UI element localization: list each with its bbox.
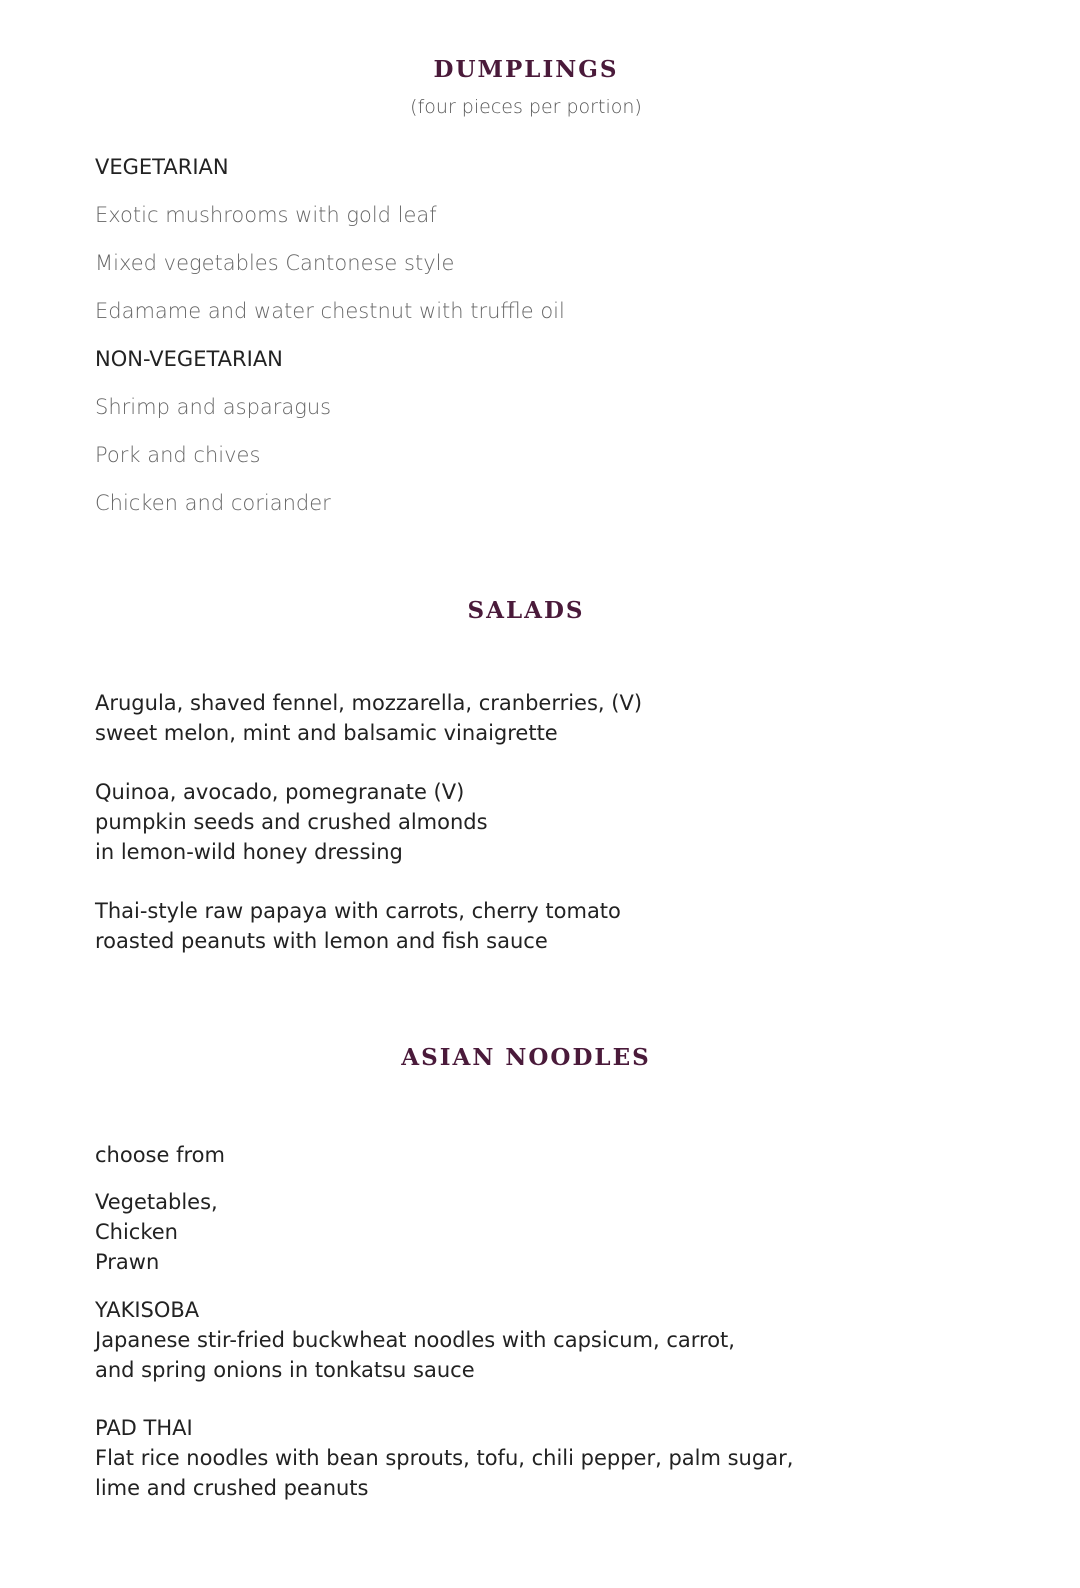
yakisoba-description: Japanese stir-fried buckwheat noodles with capsicum, carrot, [95, 1328, 735, 1352]
salad-item-line: in lemon-wild honey dressing [95, 840, 403, 864]
salad-item-line: Arugula, shaved fennel, mozzarella, cranberries, (V) [95, 691, 643, 715]
non-vegetarian-heading: NON-VEGETARIAN [95, 347, 283, 371]
salad-item-line: roasted peanuts with lemon and fish sauce [95, 929, 548, 953]
non-vegetarian-item: Shrimp and asparagus [95, 395, 332, 419]
dumplings-title: DUMPLINGS [433, 56, 619, 83]
non-vegetarian-item: Pork and chives [95, 443, 261, 467]
salad-item-line: Thai-style raw papaya with carrots, cherry tomato [95, 899, 621, 923]
noodle-option: Vegetables, [95, 1190, 218, 1214]
noodles-title: ASIAN NOODLES [401, 1044, 651, 1071]
non-vegetarian-item: Chicken and coriander [95, 491, 331, 515]
choose-from-label: choose from [95, 1143, 225, 1167]
pad-thai-name: PAD THAI [95, 1416, 193, 1440]
vegetarian-item: Mixed vegetables Cantonese style [95, 251, 455, 275]
pad-thai-description: Flat rice noodles with bean sprouts, tofu, chili pepper, palm sugar, [95, 1446, 794, 1470]
salad-item-line: pumpkin seeds and crushed almonds [95, 810, 488, 834]
noodle-option: Prawn [95, 1250, 160, 1274]
vegetarian-heading: VEGETARIAN [95, 155, 229, 179]
pad-thai-description: lime and crushed peanuts [95, 1476, 369, 1500]
vegetarian-item: Exotic mushrooms with gold leaf [95, 203, 437, 227]
dumplings-subtitle: (four pieces per portion) [410, 96, 642, 118]
vegetarian-item: Edamame and water chestnut with truffle oil [95, 299, 565, 323]
salad-item-line: Quinoa, avocado, pomegranate (V) [95, 780, 465, 804]
salad-item-line: sweet melon, mint and balsamic vinaigrette [95, 721, 558, 745]
salads-title: SALADS [467, 597, 585, 624]
yakisoba-name: YAKISOBA [95, 1298, 200, 1322]
noodle-option: Chicken [95, 1220, 178, 1244]
yakisoba-description: and spring onions in tonkatsu sauce [95, 1358, 475, 1382]
